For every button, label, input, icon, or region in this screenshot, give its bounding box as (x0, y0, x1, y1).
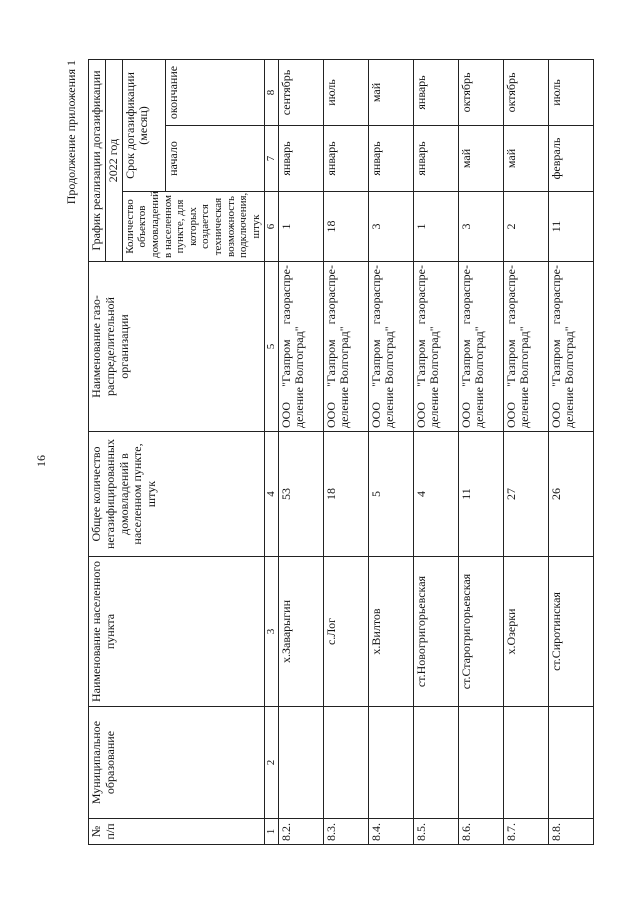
org-line: деление Волгоград" (562, 326, 577, 428)
org-line: ООО "Газпром газораспре- (413, 265, 428, 428)
row-num: 8.8. (548, 819, 593, 845)
row-num: 8.6. (458, 819, 503, 845)
row-end: июль (548, 59, 593, 125)
org-line: деление Волгоград" (427, 326, 442, 428)
row-start: январь (278, 126, 323, 192)
row-settlement: ст.Старогригорьевская (458, 557, 503, 707)
header-num: № п/п (89, 819, 265, 845)
row-municipality (548, 707, 593, 819)
row-municipality (323, 707, 368, 819)
row-org (323, 262, 368, 432)
row-num: 8.7. (503, 819, 548, 845)
org-line: ООО "Газпром газораспре- (368, 265, 383, 428)
table-row (413, 59, 458, 844)
org-line: деление Волгоград" (382, 326, 397, 428)
row-total: 18 (323, 432, 368, 557)
header-count: Количество объектов домовладений в населенном пункте, для которых создается техническая возможность подключения, штук (122, 192, 264, 262)
row-start: январь (368, 126, 413, 192)
org-line: ООО "Газпром газораспре- (503, 265, 518, 428)
page-number: 16 (34, 455, 48, 467)
row-start: май (458, 126, 503, 192)
row-total: 4 (413, 432, 458, 557)
row-end: октябрь (458, 59, 503, 125)
row-settlement: х.Озерки (503, 557, 548, 707)
gasification-table (88, 59, 594, 845)
row-municipality (278, 707, 323, 819)
row-count: 3 (458, 192, 503, 262)
row-num: 8.4. (368, 819, 413, 845)
row-count: 1 (278, 192, 323, 262)
row-settlement: с.Лог (323, 557, 368, 707)
header-end: окончание (165, 59, 264, 125)
row-org (503, 262, 548, 432)
row-num: 8.3. (323, 819, 368, 845)
header-org: Наименование газо-распределительной организации (89, 262, 265, 432)
row-num: 8.5. (413, 819, 458, 845)
row-end: июль (323, 59, 368, 125)
column-number: 5 (264, 262, 278, 432)
row-count: 1 (413, 192, 458, 262)
row-end: январь (413, 59, 458, 125)
row-settlement: ст.Новогригорьевская (413, 557, 458, 707)
table-row (503, 59, 548, 844)
row-start: май (503, 126, 548, 192)
row-settlement: х.Заварыгин (278, 557, 323, 707)
row-start: январь (413, 126, 458, 192)
header-start: начало (165, 126, 264, 192)
row-org (278, 262, 323, 432)
org-line: деление Волгоград" (337, 326, 352, 428)
row-num: 8.2. (278, 819, 323, 845)
table-row (323, 59, 368, 844)
row-start: январь (323, 126, 368, 192)
row-org (368, 262, 413, 432)
header-municipality: Муниципальное образование (89, 707, 265, 819)
row-count: 18 (323, 192, 368, 262)
row-municipality (368, 707, 413, 819)
row-end: май (368, 59, 413, 125)
org-line: ООО "Газпром газораспре- (278, 265, 293, 428)
org-line: деление Волгоград" (292, 326, 307, 428)
row-count: 11 (548, 192, 593, 262)
column-number: 7 (264, 126, 278, 192)
header-schedule: График реализации догазификации (89, 59, 106, 261)
row-count: 3 (368, 192, 413, 262)
table-row (548, 59, 593, 844)
header-settlement: Наименование населенного пункта (89, 557, 265, 707)
header-term: Срок догазификации (месяц) (122, 59, 165, 191)
row-end: октябрь (503, 59, 548, 125)
header-year: 2022 год (105, 59, 122, 261)
row-total: 5 (368, 432, 413, 557)
row-municipality (458, 707, 503, 819)
table-row (458, 59, 503, 844)
row-end: сентябрь (278, 59, 323, 125)
row-total: 53 (278, 432, 323, 557)
row-org (458, 262, 503, 432)
table-row (368, 59, 413, 844)
column-number: 3 (264, 557, 278, 707)
org-line: ООО "Газпром газораспре- (458, 265, 473, 428)
row-total: 11 (458, 432, 503, 557)
org-line: деление Волгоград" (472, 326, 487, 428)
row-count: 2 (503, 192, 548, 262)
row-org (548, 262, 593, 432)
table-row (278, 59, 323, 844)
org-line: ООО "Газпром газораспре- (323, 265, 338, 428)
row-settlement: х.Вилтов (368, 557, 413, 707)
row-start: февраль (548, 126, 593, 192)
row-municipality (503, 707, 548, 819)
column-number: 8 (264, 59, 278, 125)
header-total: Общее количество негазифицированных домовладений в населенном пункте, штук (89, 432, 265, 557)
column-number: 1 (264, 819, 278, 845)
column-number: 2 (264, 707, 278, 819)
continuation-label: Продолжение приложения 1 (64, 60, 78, 205)
org-line: ООО "Газпром газораспре- (548, 265, 563, 428)
column-number: 4 (264, 432, 278, 557)
row-municipality (413, 707, 458, 819)
column-number: 6 (264, 192, 278, 262)
row-settlement: ст.Сиротинская (548, 557, 593, 707)
org-line: деление Волгоград" (517, 326, 532, 428)
row-total: 27 (503, 432, 548, 557)
row-org (413, 262, 458, 432)
row-total: 26 (548, 432, 593, 557)
column-numbers-row (264, 59, 278, 844)
